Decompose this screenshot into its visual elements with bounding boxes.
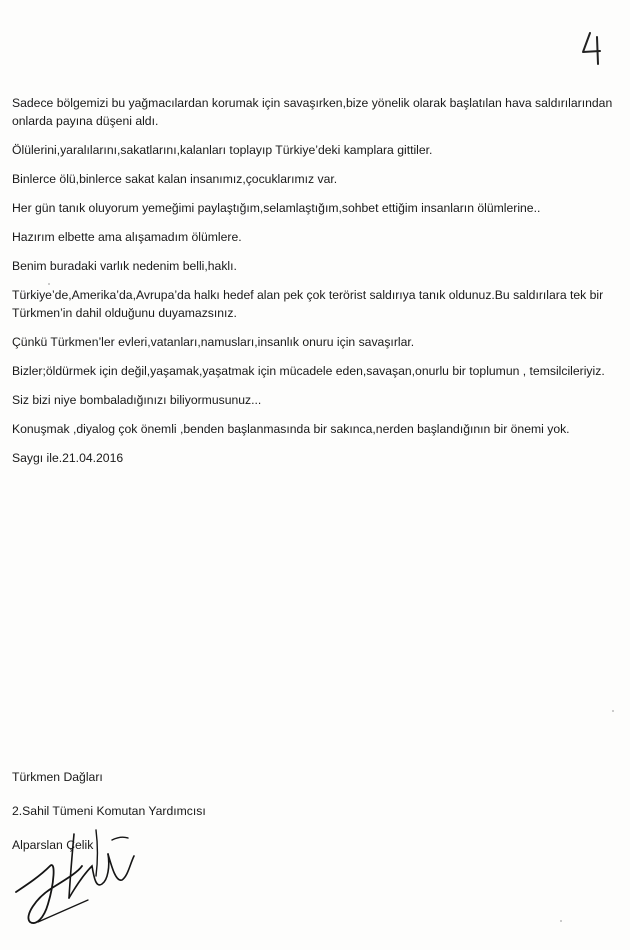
paper-speck bbox=[560, 920, 562, 922]
handwritten-signature bbox=[12, 826, 152, 936]
paragraph-4: Her gün tanık oluyorum yemeğimi paylaştığım,selamlaştığım,sohbet ettiğim insanların ölümlerine.. bbox=[12, 201, 541, 215]
signature-name: Alparslan Çelik bbox=[12, 838, 94, 852]
signature-place: Türkmen Dağları bbox=[12, 770, 103, 784]
paragraph-6: Benim buradaki varlık nedenim belli,haklı. bbox=[12, 259, 237, 273]
handwritten-four-icon bbox=[578, 30, 608, 66]
paper-speck bbox=[48, 283, 50, 285]
paragraph-1: Sadece bölgemizi bu yağmacılardan korumak için savaşırken,bize yönelik olarak başlatılan hava saldırılarından onlarda payına düşeni aldı. bbox=[12, 96, 613, 128]
handwritten-page-number bbox=[578, 30, 608, 66]
paragraph-9: Bizler;öldürmek için değil,yaşamak,yaşatmak için mücadele eden,savaşan,onurlu bir toplumun , temsilcileriyiz. bbox=[12, 364, 605, 378]
date-line: Saygı ile.21.04.2016 bbox=[12, 451, 124, 465]
paragraph-11: Konuşmak ,diyalog çok önemli ,benden başlanmasında bir sakınca,nerden başlandığının bir önemi yok. bbox=[12, 422, 570, 436]
signature-title: 2.Sahil Tümeni Komutan Yardımcısı bbox=[12, 804, 206, 818]
paper-speck bbox=[612, 710, 614, 712]
paragraph-8: Çünkü Türkmen’ler evleri,vatanları,namusları,insanlık onuru için savaşırlar. bbox=[12, 335, 415, 349]
letter-body bbox=[12, 94, 618, 478]
paragraph-7: Türkiye’de,Amerika’da,Avrupa’da halkı hedef alan pek çok terörist saldırıya tanık oldunuz.Bu saldırılara tek bir Türkmen’in dahil olduğunu duyamazsınız. bbox=[12, 288, 604, 320]
paragraph-2: Ölülerini,yaralılarını,sakatlarını,kalanları toplayıp Türkiye’deki kamplara gittiler. bbox=[12, 143, 433, 157]
signature-scribble-icon bbox=[12, 826, 152, 936]
paragraph-5: Hazırım elbette ama alışamadım ölümlere. bbox=[12, 230, 242, 244]
paragraph-3: Binlerce ölü,binlerce sakat kalan insanımız,çocuklarımız var. bbox=[12, 172, 338, 186]
paragraph-10: Siz bizi niye bombaladığınızı biliyormusunuz... bbox=[12, 393, 262, 407]
